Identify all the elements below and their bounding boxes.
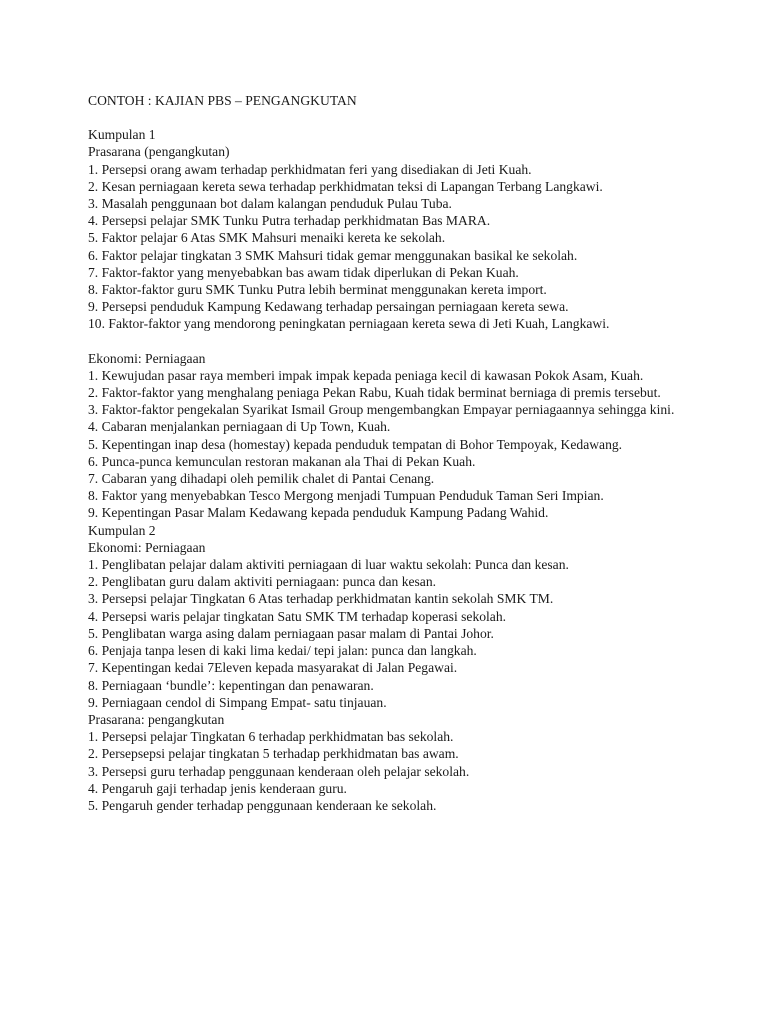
group-1-heading: Kumpulan 1: [88, 127, 156, 143]
list-item: 2. Kesan perniagaan kereta sewa terhadap perkhidmatan teksi di Lapangan Terbang Langkawi.: [88, 178, 603, 194]
list-item: 8. Perniagaan ‘bundle’: kepentingan dan penawaran.: [88, 677, 374, 693]
list-item: 2. Persepsepsi pelajar tingkatan 5 terhadap perkhidmatan bas awam.: [88, 746, 459, 762]
list-item: 8. Faktor yang menyebabkan Tesco Mergong menjadi Tumpuan Penduduk Taman Seri Impian.: [88, 488, 604, 504]
list-item: 5. Faktor pelajar 6 Atas SMK Mahsuri menaiki kereta ke sekolah.: [88, 230, 446, 246]
document-page: [88, 92, 748, 814]
list-item: 4. Cabaran menjalankan perniagaan di Up Town, Kuah.: [88, 419, 391, 435]
list-item: 3. Faktor-faktor pengekalan Syarikat Ismail Group mengembangkan Empayar perniagaannya sehingga kini.: [88, 402, 675, 418]
list-item: 7. Faktor-faktor yang menyebabkan bas awam tidak diperlukan di Pekan Kuah.: [88, 264, 519, 280]
list-item: 9. Perniagaan cendol di Simpang Empat- satu tinjauan.: [88, 694, 387, 710]
list-item: 3. Persepsi pelajar Tingkatan 6 Atas terhadap perkhidmatan kantin sekolah SMK TM.: [88, 591, 554, 607]
list-item: 7. Cabaran yang dihadapi oleh pemilik chalet di Pantai Cenang.: [88, 471, 435, 487]
list-item: 4. Pengaruh gaji terhadap jenis kenderaan guru.: [88, 780, 347, 796]
list-item: 5. Pengaruh gender terhadap penggunaan kenderaan ke sekolah.: [88, 797, 437, 813]
list-item: 3. Masalah penggunaan bot dalam kalangan penduduk Pulau Tuba.: [88, 196, 452, 212]
list-item: 9. Persepsi penduduk Kampung Kedawang terhadap persaingan perniagaan kereta sewa.: [88, 299, 569, 315]
list-item: 8. Faktor-faktor guru SMK Tunku Putra lebih berminat menggunakan kereta import.: [88, 282, 547, 298]
list-item: 2. Penglibatan guru dalam aktiviti perniagaan: punca dan kesan.: [88, 574, 437, 590]
list-item: 3. Persepsi guru terhadap penggunaan kenderaan oleh pelajar sekolah.: [88, 763, 470, 779]
group-2-heading: Kumpulan 2: [88, 522, 156, 538]
spacer: [88, 333, 748, 350]
list-item: 7. Kepentingan kedai 7Eleven kepada masyarakat di Jalan Pegawai.: [88, 660, 458, 676]
list-item: 6. Punca-punca kemunculan restoran makanan ala Thai di Pekan Kuah.: [88, 453, 476, 469]
list-item: 6. Penjaja tanpa lesen di kaki lima kedai/ tepi jalan: punca dan langkah.: [88, 643, 477, 659]
list-item: 1. Persepsi pelajar Tingkatan 6 terhadap perkhidmatan bas sekolah.: [88, 729, 454, 745]
list-item: 1. Kewujudan pasar raya memberi impak impak kepada peniaga kecil di kawasan Pokok Asam, Kuah.: [88, 367, 644, 383]
list-item: 4. Persepsi waris pelajar tingkatan Satu SMK TM terhadap koperasi sekolah.: [88, 608, 507, 624]
list-item: 2. Faktor-faktor yang menghalang peniaga Pekan Rabu, Kuah tidak berminat berniaga di premis tersebut.: [88, 385, 661, 401]
group-1-ekonomi-heading: Ekonomi: Perniagaan: [88, 350, 206, 366]
list-item: 1. Penglibatan pelajar dalam aktiviti perniagaan di luar waktu sekolah: Punca dan kesan.: [88, 557, 569, 573]
list-item: 4. Persepsi pelajar SMK Tunku Putra terhadap perkhidmatan Bas MARA.: [88, 213, 491, 229]
group-2-ekonomi-heading: Ekonomi: Perniagaan: [88, 539, 206, 555]
list-item: 1. Persepsi orang awam terhadap perkhidmatan feri yang disediakan di Jeti Kuah.: [88, 161, 532, 177]
document-title: CONTOH : KAJIAN PBS – PENGANGKUTAN: [88, 93, 357, 108]
list-item: 5. Kepentingan inap desa (homestay) kepada penduduk tempatan di Bohor Tempoyak, Kedawang.: [88, 436, 623, 452]
group-1-prasarana-heading: Prasarana (pengangkutan): [88, 144, 230, 160]
list-item: 9. Kepentingan Pasar Malam Kedawang kepada penduduk Kampung Padang Wahid.: [88, 505, 549, 521]
group-2-prasarana-heading: Prasarana: pengangkutan: [88, 711, 225, 727]
list-item: 10. Faktor-faktor yang mendorong peningkatan perniagaan kereta sewa di Jeti Kuah, Langkawi.: [88, 316, 610, 332]
list-item: 6. Faktor pelajar tingkatan 3 SMK Mahsuri tidak gemar menggunakan basikal ke sekolah.: [88, 247, 578, 263]
list-item: 5. Penglibatan warga asing dalam perniagaan pasar malam di Pantai Johor.: [88, 625, 494, 641]
